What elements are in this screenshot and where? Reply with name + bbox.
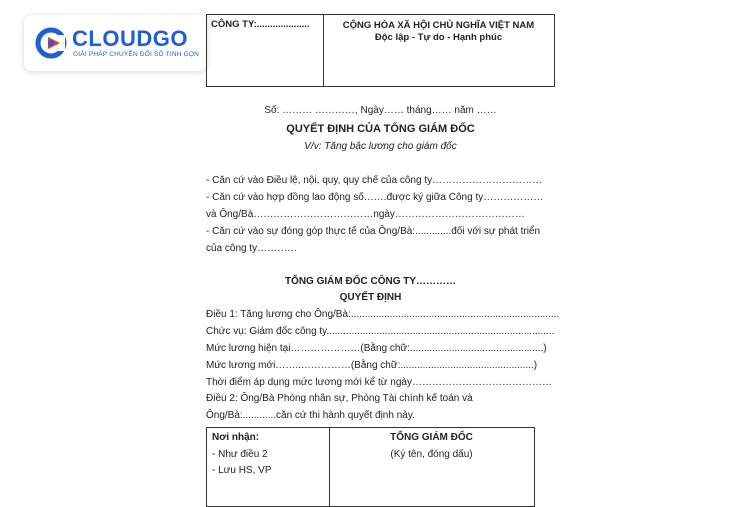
document-number-line: Số: ……… …………, Ngày…… tháng…… năm …… (264, 105, 497, 116)
article-line: Ông/Bà:............căn cứ thi hành quyết định này. (206, 410, 415, 421)
basis-line: của công ty………… (206, 243, 298, 254)
basis-line: và Ông/Bà………………………………ngày………………………………… (206, 209, 525, 220)
article-line: Điều 1: Tăng lương cho Ông/Bà:........................................................................... (206, 309, 560, 320)
basis-line: - Căn cứ vào sự đóng góp thực tế của Ông/Bà:.............đối với sự phát triển (206, 226, 541, 237)
signer-title: TỔNG GIÁM ĐỐC (390, 432, 473, 443)
basis-line: - Căn cứ vào hợp đồng lao động số…….được ký giữa Công ty……………… (206, 192, 544, 203)
decision-heading: QUYẾT ĐỊNH (339, 292, 402, 303)
director-heading: TỔNG GIÁM ĐỐC CÔNG TY………… (284, 276, 457, 287)
company-field: CÔNG TY:.................... (211, 19, 310, 30)
document-header-table (206, 14, 555, 87)
logo-name: CLOUDGO (72, 26, 188, 51)
recipient-item: - Như điều 2 (212, 449, 268, 460)
recipient-item: - Lưu HS, VP (212, 465, 272, 476)
recipients-label: Nơi nhận: (212, 432, 260, 443)
logo-tagline: GIẢI PHÁP CHUYỂN ĐỔI SỐ TINH GỌN (73, 51, 200, 58)
signer-note: (Ký tên, đóng dấu) (390, 449, 473, 460)
article-line: Mức lương mới……..……………(Bằng chữ:................................................) (206, 360, 538, 371)
article-line: Chức vụ: Giám đốc công ty.................................................................................. (206, 326, 555, 337)
article-line: Mức lương hiện tại…………………(Bằng chữ:................................................) (206, 343, 547, 354)
article-line: Điều 2: Ông/Bà Phòng nhân sự, Phòng Tài chính kế toán và (206, 393, 473, 404)
nation-title: CỘNG HÒA XÃ HỘI CHỦ NGHĨA VIỆT NAM (342, 20, 535, 31)
document-title: QUYẾT ĐỊNH CỦA TỔNG GIÁM ĐỐC (286, 123, 475, 135)
basis-line: - Căn cứ vào Điều lệ, nội, quy, quy chế của công ty…………………………… (206, 175, 543, 186)
national-motto: Độc lập - Tự do - Hạnh phúc (374, 32, 503, 43)
signature-table (206, 427, 535, 507)
article-line: Thời điểm áp dụng mức lương mới kể từ ngày…………………………………… (206, 377, 552, 388)
document-subject: V/v: Tăng bậc lương cho giám đốc (304, 141, 457, 152)
